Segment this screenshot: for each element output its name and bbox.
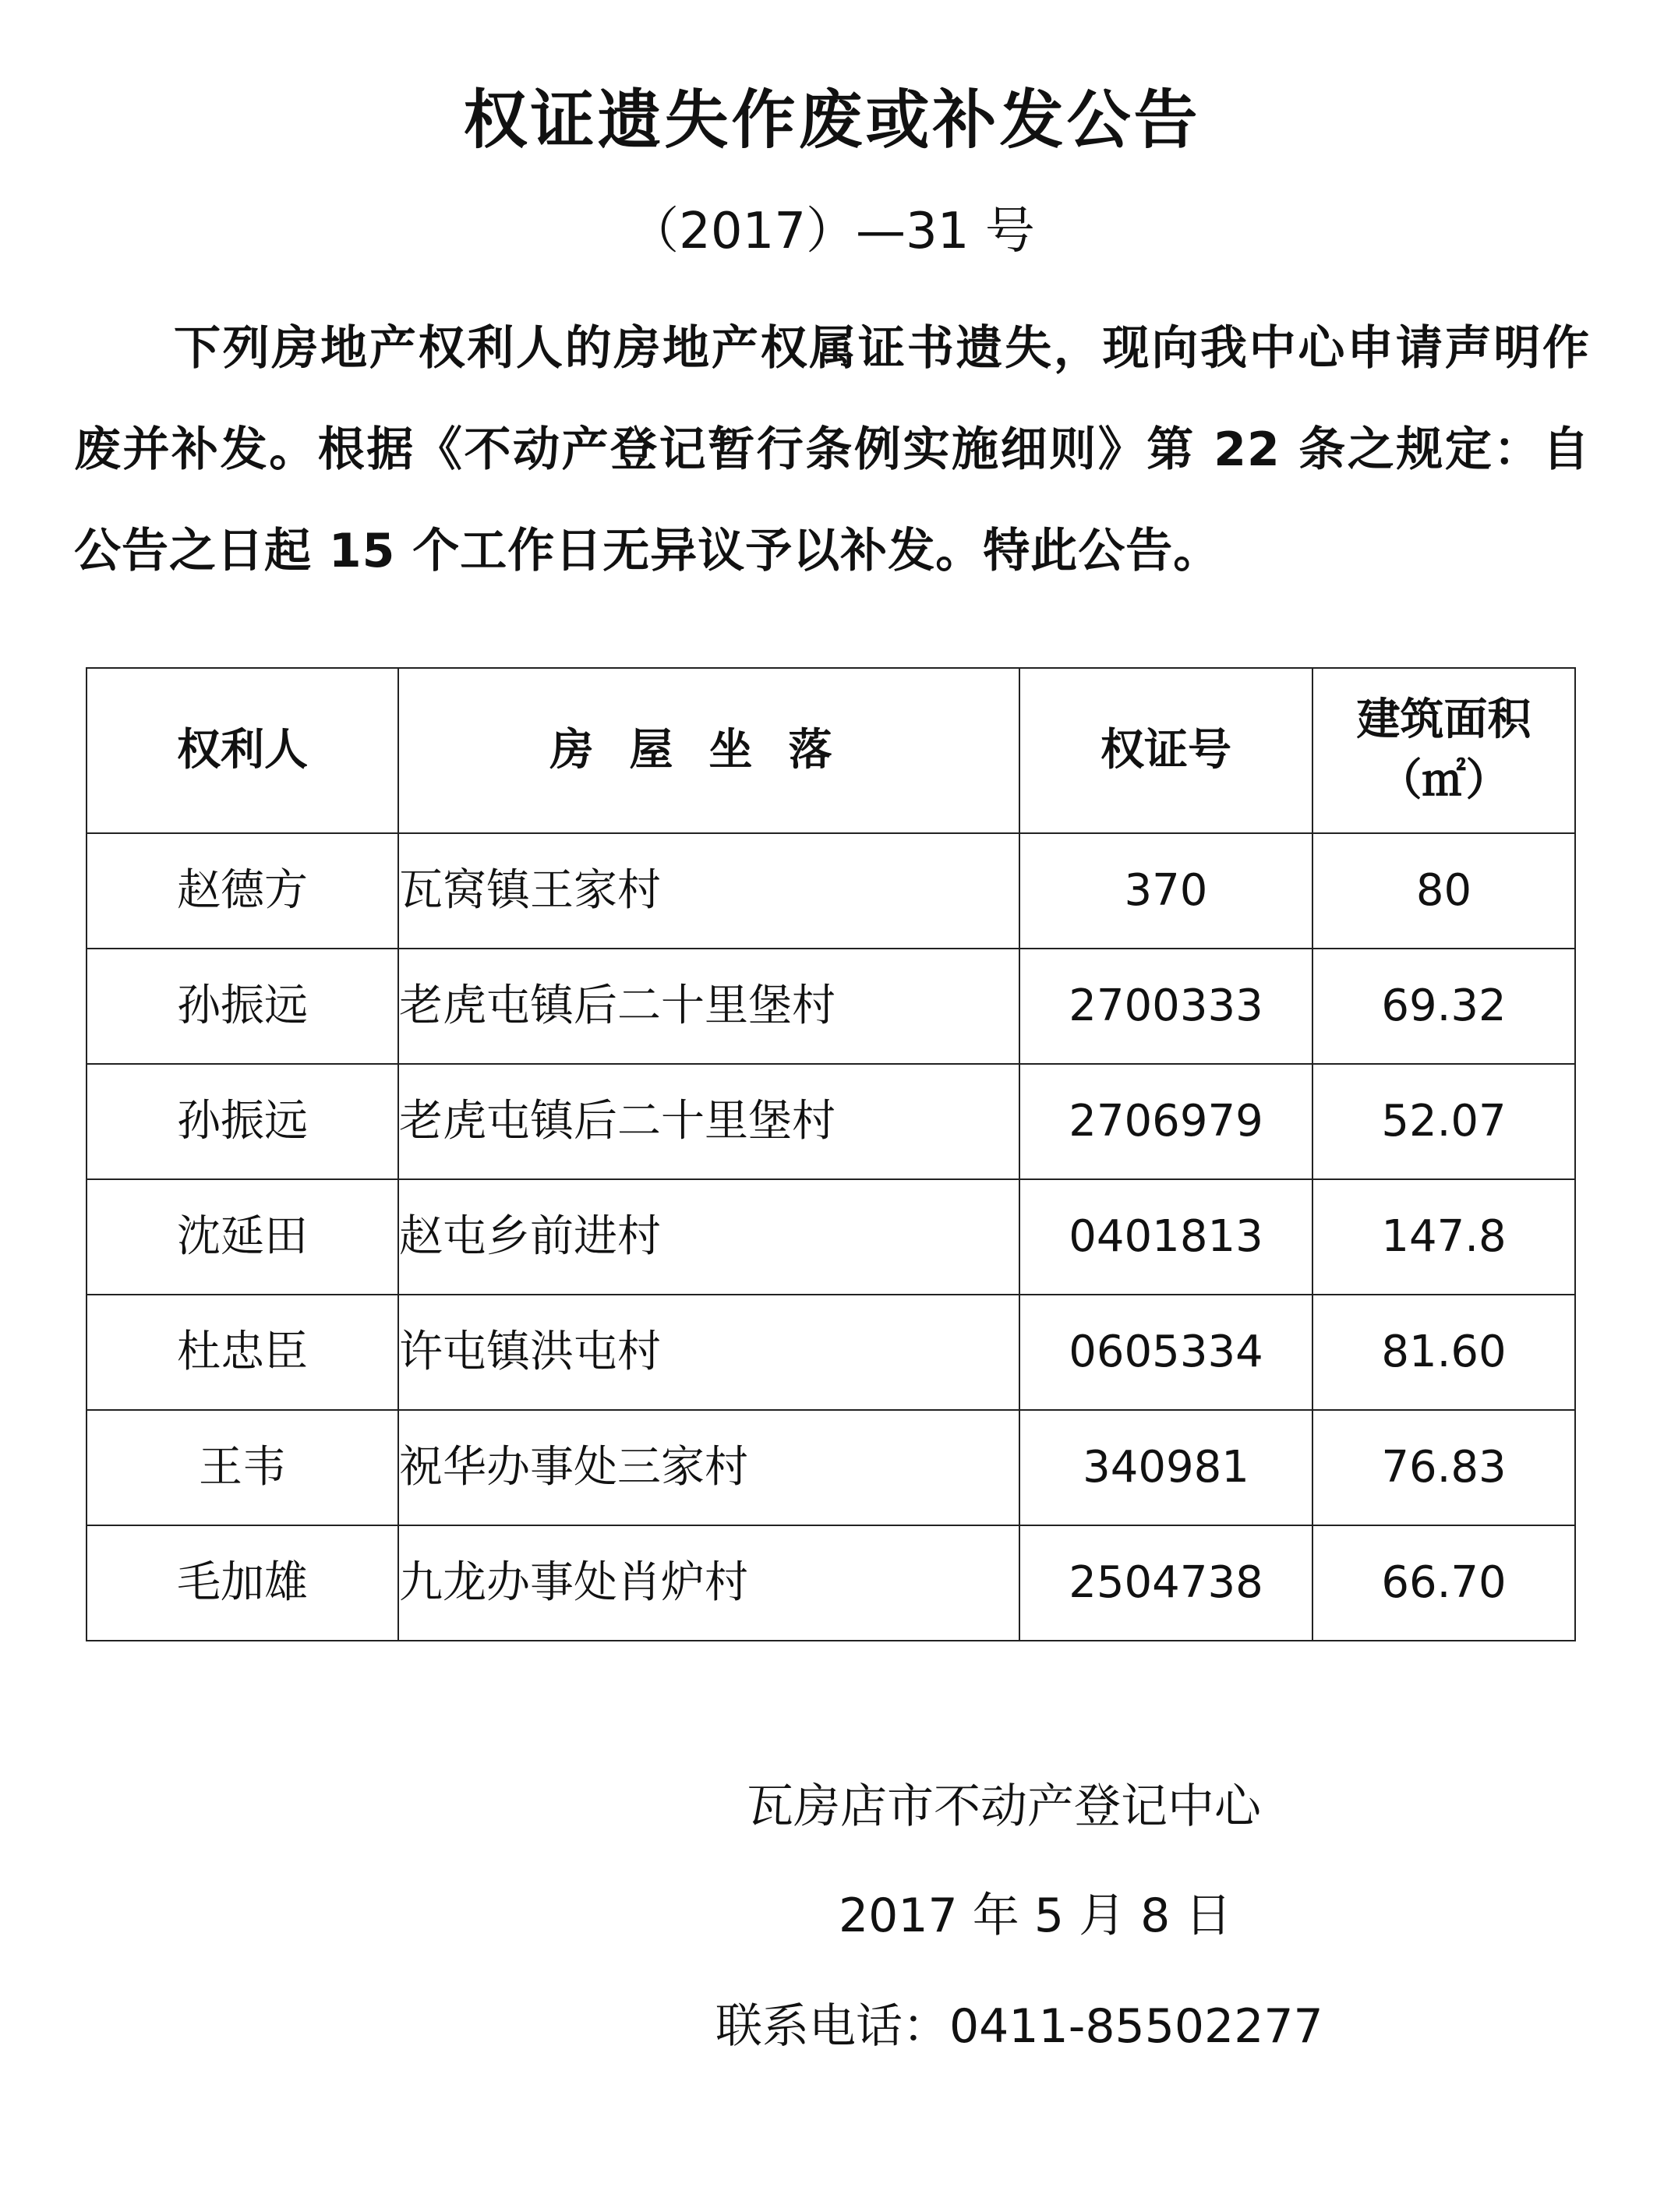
cert-number-cell: 0605334 <box>1019 1295 1312 1410</box>
cert-number-cell: 2504738 <box>1019 1525 1312 1641</box>
table-row <box>87 949 1575 1064</box>
header-area-label: 建筑面积 <box>1356 694 1532 745</box>
issue-date: 2017 年 5 月 8 日 <box>839 1889 1232 1943</box>
cert-number-cell: 2700333 <box>1019 949 1312 1064</box>
header-owner: 权利人 <box>87 668 398 833</box>
area-cell: 76.83 <box>1312 1410 1575 1525</box>
header-location <box>398 668 1019 833</box>
owner-cell: 孙振远 <box>87 1064 398 1179</box>
table-row <box>87 1525 1575 1641</box>
owner-cell: 沈延田 <box>87 1179 398 1295</box>
location-cell: 九龙办事处肖炉村 <box>398 1525 1019 1641</box>
location-cell: 老虎屯镇后二十里堡村 <box>398 949 1019 1064</box>
records-table <box>86 667 1576 1641</box>
owner-cell: 杜忠臣 <box>87 1295 398 1410</box>
cert-number-cell: 0401813 <box>1019 1179 1312 1295</box>
owner-cell: 王韦 <box>87 1410 398 1525</box>
announcement-body: 下列房地产权利人的房地产权属证书遗失，现向我中心申请声明作废并补发。根据《不动产登记暂行条例实施细则》第 22 条之规定：自公告之日起 15 个工作日无异议予以补发。特此公告。 <box>74 321 1590 578</box>
header-cert-number: 权证号 <box>1019 668 1312 833</box>
cert-number-cell: 370 <box>1019 833 1312 949</box>
location-cell: 老虎屯镇后二十里堡村 <box>398 1064 1019 1179</box>
owner-cell: 孙振远 <box>87 949 398 1064</box>
cert-number-cell: 340981 <box>1019 1410 1312 1525</box>
area-cell: 69.32 <box>1312 949 1575 1064</box>
table-body <box>87 833 1575 1641</box>
location-cell: 许屯镇洪屯村 <box>398 1295 1019 1410</box>
table-row <box>87 1064 1575 1179</box>
cert-number-cell: 2706979 <box>1019 1064 1312 1179</box>
area-cell: 81.60 <box>1312 1295 1575 1410</box>
header-area-unit: （㎡） <box>1378 755 1510 806</box>
area-cell: 80 <box>1312 833 1575 949</box>
area-cell: 66.70 <box>1312 1525 1575 1641</box>
location-cell: 祝华办事处三家村 <box>398 1410 1019 1525</box>
table-row <box>87 1410 1575 1525</box>
owner-cell: 毛加雄 <box>87 1525 398 1641</box>
contact-phone: 联系电话：0411-85502277 <box>715 1999 1323 2054</box>
table-row <box>87 1179 1575 1295</box>
area-cell: 52.07 <box>1312 1064 1575 1179</box>
table-row <box>87 833 1575 949</box>
header-location-label: 房屋坐落 <box>549 725 868 776</box>
issuing-organization: 瓦房店市不动产登记中心 <box>747 1779 1261 1834</box>
table-header-row <box>87 668 1575 833</box>
header-area <box>1312 668 1575 833</box>
location-cell: 赵屯乡前进村 <box>398 1179 1019 1295</box>
announcement-title: 权证遗失作废或补发公告 <box>463 83 1201 157</box>
table-row <box>87 1295 1575 1410</box>
area-cell: 147.8 <box>1312 1179 1575 1295</box>
owner-cell: 赵德方 <box>87 833 398 949</box>
document-number: （2017）—31 号 <box>629 203 1035 260</box>
location-cell: 瓦窝镇王家村 <box>398 833 1019 949</box>
